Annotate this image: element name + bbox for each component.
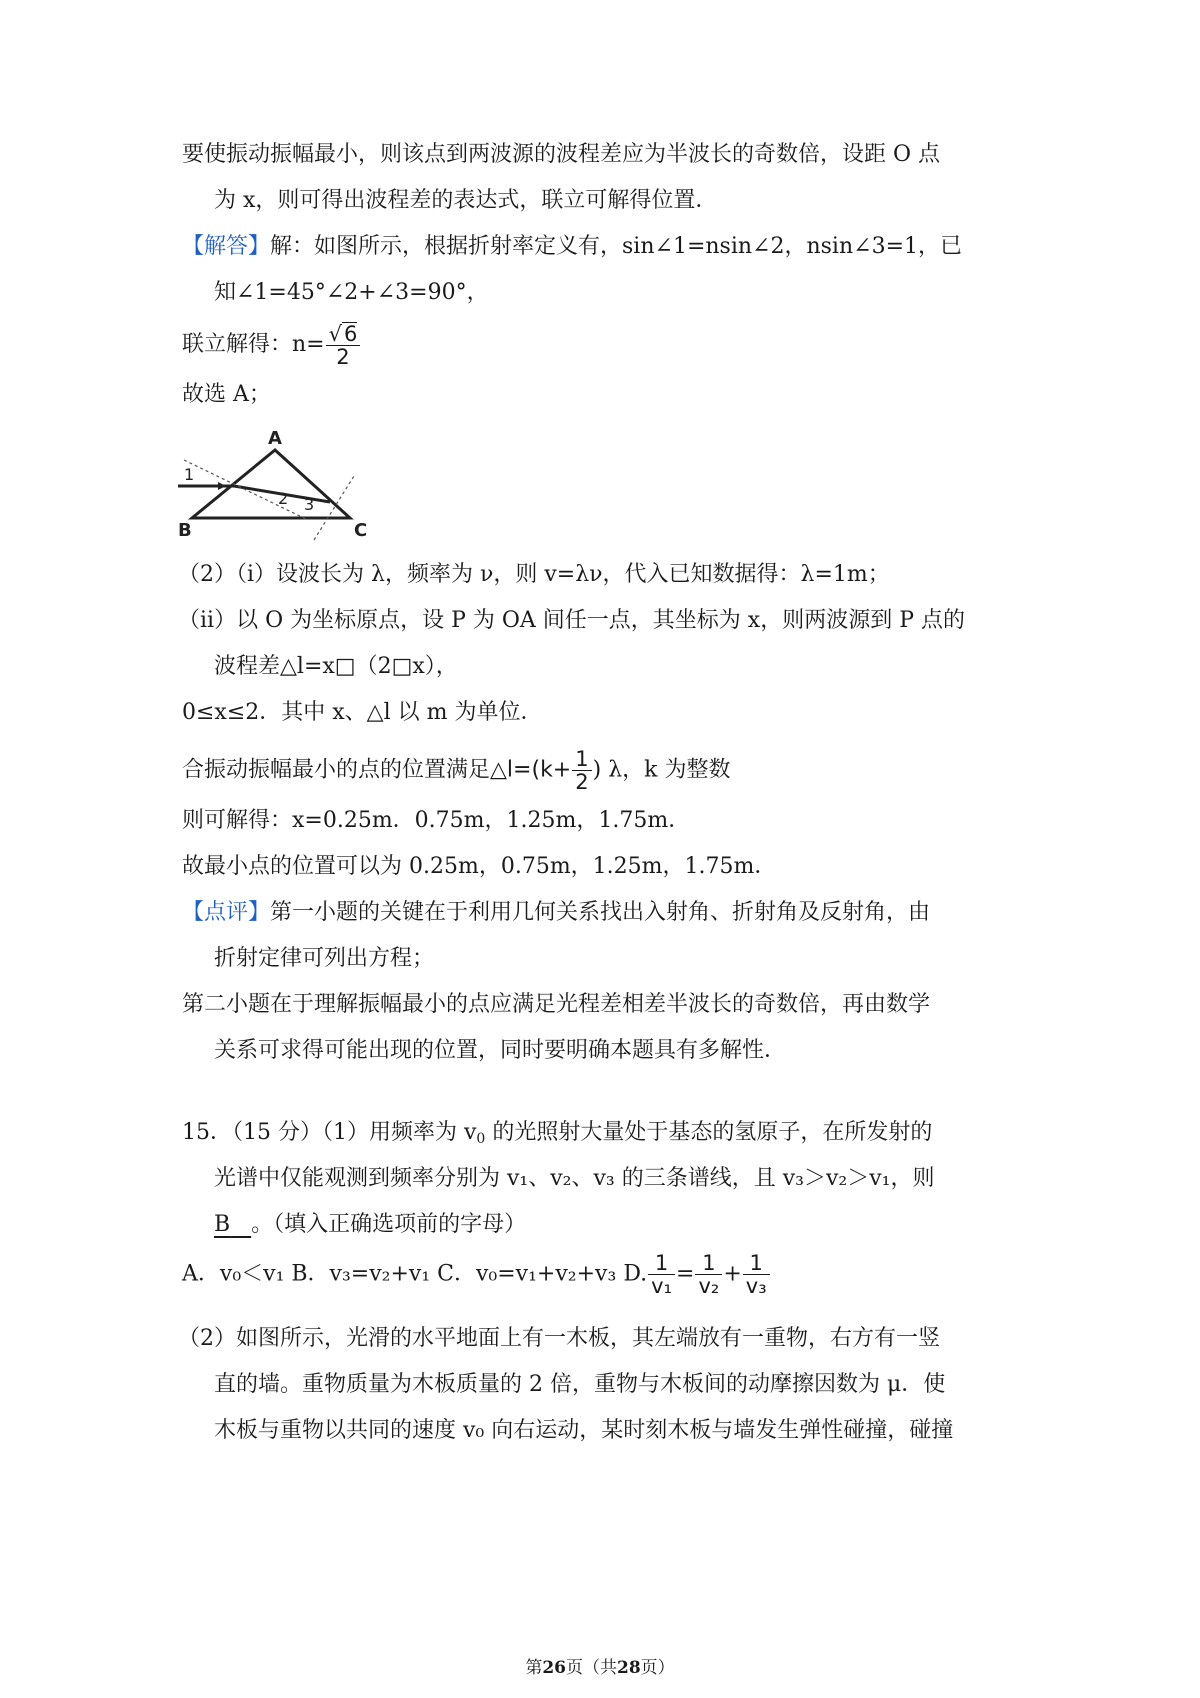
answer-blank: B: [214, 1212, 231, 1237]
paragraph-solutions: 则可解得：x=0.25m．0.75m，1.25m，1.75m．: [182, 808, 691, 833]
question-15-head: 15．（15 分）（1）用频率为 v: [182, 1120, 477, 1145]
angle-label-1: 1: [184, 465, 195, 484]
paragraph-solve-n: [182, 322, 361, 368]
normal-line-right: [314, 476, 354, 540]
formula-half-num: 1: [572, 748, 591, 771]
option-c: C．v₀=v₁+v₂+v₃: [437, 1261, 617, 1287]
question-15-line2: 光谱中仅能观测到频率分别为 v₁、v₂、v₃ 的三条谱线，且 v₃＞v₂＞v₁，则: [214, 1166, 935, 1191]
paragraph-answer-line2: 知∠1=45°∠2+∠3=90°，: [214, 280, 489, 305]
incident-arrow: [218, 482, 226, 490]
option-d-r1: $\frac{1}{\text{v₂}}$: [695, 1252, 722, 1297]
prism-figure: [178, 428, 388, 546]
answer-text: 解：如图所示，根据折射率定义有，sin∠1=nsin∠2，nsin∠3=1，已: [270, 234, 962, 259]
paragraph-part2-ii-line1: （ii）以 O 为坐标原点，设 P 为 OA 间任一点，其坐标为 x，则两波源到 P 点的: [178, 608, 965, 633]
min-condition-suffix: ，k 为整数: [622, 757, 731, 783]
question-15-part2-line1: （2）如图所示，光滑的水平地面上有一木板，其左端放有一重物，右方有一竖: [178, 1326, 940, 1351]
paragraph-analysis-line2: 为 x，则可得出波程差的表达式，联立可解得位置．: [214, 188, 718, 213]
answer-tag: 【解答】: [182, 234, 271, 259]
question-15-part2-line3: 木板与重物以共同的速度 v₀ 向右运动，某时刻木板与墙发生弹性碰撞，碰撞: [214, 1418, 954, 1443]
formula-right: ) λ: [592, 757, 623, 783]
vertex-label-a: A: [268, 428, 282, 449]
solve-n-prefix: 联立解得：n=: [182, 332, 325, 357]
paragraph-part2-i: （2）（i）设波长为 λ，频率为 ν，则 v=λν，代入已知数据得：λ=1m；: [178, 562, 890, 587]
min-condition-prefix: 合振动振幅最小的点的位置满足: [182, 757, 491, 783]
paragraph-comment-line1: [182, 898, 930, 928]
question-15-line1: [182, 1118, 932, 1154]
vertex-label-b: B: [178, 520, 192, 541]
question-15-instruction: 。（填入正确选项前的字母）: [251, 1212, 527, 1237]
n-fraction-numerator: 6: [344, 322, 358, 346]
paragraph-analysis-line1: 要使振动振幅最小，则该点到两波源的波程差应为半波长的奇数倍，设距 O 点: [182, 142, 941, 167]
question-15-tail: 的光照射大量处于基态的氢原子，在所发射的: [485, 1120, 933, 1145]
option-d-lhs: $\frac{1}{\text{v₁}}$: [648, 1252, 675, 1297]
paragraph-conclusion: 故最小点的位置可以为 0.25m，0.75m，1.25m，1.75m．: [182, 854, 777, 879]
question-15-line3: [214, 1210, 526, 1240]
comment-text: 第一小题的关键在于利用几何关系找出入射角、折射角及反射角，由: [270, 900, 931, 925]
paragraph-choose-a: 故选 A；: [182, 382, 271, 407]
option-d-prefix: D.: [623, 1261, 648, 1287]
paragraph-comment2-line2: 关系可求得可能出现的位置，同时要明确本题具有多解性．: [214, 1038, 787, 1063]
formula-half-den: 2: [575, 770, 589, 794]
paragraph-range: 0≤x≤2．其中 x、△l 以 m 为单位．: [182, 700, 543, 725]
paragraph-comment-line2: 折射定律可列出方程；: [214, 946, 435, 971]
vertex-label-c: C: [354, 520, 368, 541]
formula-left: △l=(k+: [490, 757, 572, 783]
footer-total-pages: 28: [617, 1658, 641, 1678]
paragraph-part2-ii-line2: 波程差△l=x□（2□x），: [214, 654, 458, 679]
prism-diagram: [178, 428, 388, 542]
paragraph-min-condition: [182, 748, 730, 793]
footer-page-number: 26: [542, 1658, 566, 1678]
angle-label-2: 2: [278, 489, 289, 508]
option-b: B．v₃=v₂+v₁: [291, 1261, 431, 1287]
question-15-part2-line2: 直的墙。重物质量为木板质量的 2 倍，重物与木板间的动摩擦因数为 μ．使: [214, 1372, 946, 1397]
n-fraction-denominator: 2: [336, 345, 350, 369]
formula-half-fraction: [572, 748, 591, 793]
question-15-options: A．v₀＜v₁ B．v₃=v₂+v₁ C．v₀=v₁+v₂+v₃ D. $\frac{1}{\text{v₁}}$ = $\frac{1}{\text{v₂}}$ + $\frac{1}{\text{v₃}}$: [182, 1252, 771, 1297]
angle-label-3: 3: [304, 495, 315, 514]
paragraph-answer-line1: [182, 232, 962, 262]
option-d-r2: $\frac{1}{\text{v₃}}$: [743, 1252, 770, 1297]
page-footer: 第26页（共28页）: [525, 1658, 675, 1678]
question-15-sub: 0: [476, 1131, 486, 1147]
n-fraction: $\frac{√6}{2}$: [326, 322, 361, 368]
comment-tag: 【点评】: [182, 900, 271, 925]
option-a: A．v₀＜v₁: [182, 1261, 285, 1287]
prism-triangle: [192, 450, 350, 518]
paragraph-comment2-line1: 第二小题在于理解振幅最小的点应满足光程差相差半波长的奇数倍，再由数学: [182, 992, 931, 1017]
